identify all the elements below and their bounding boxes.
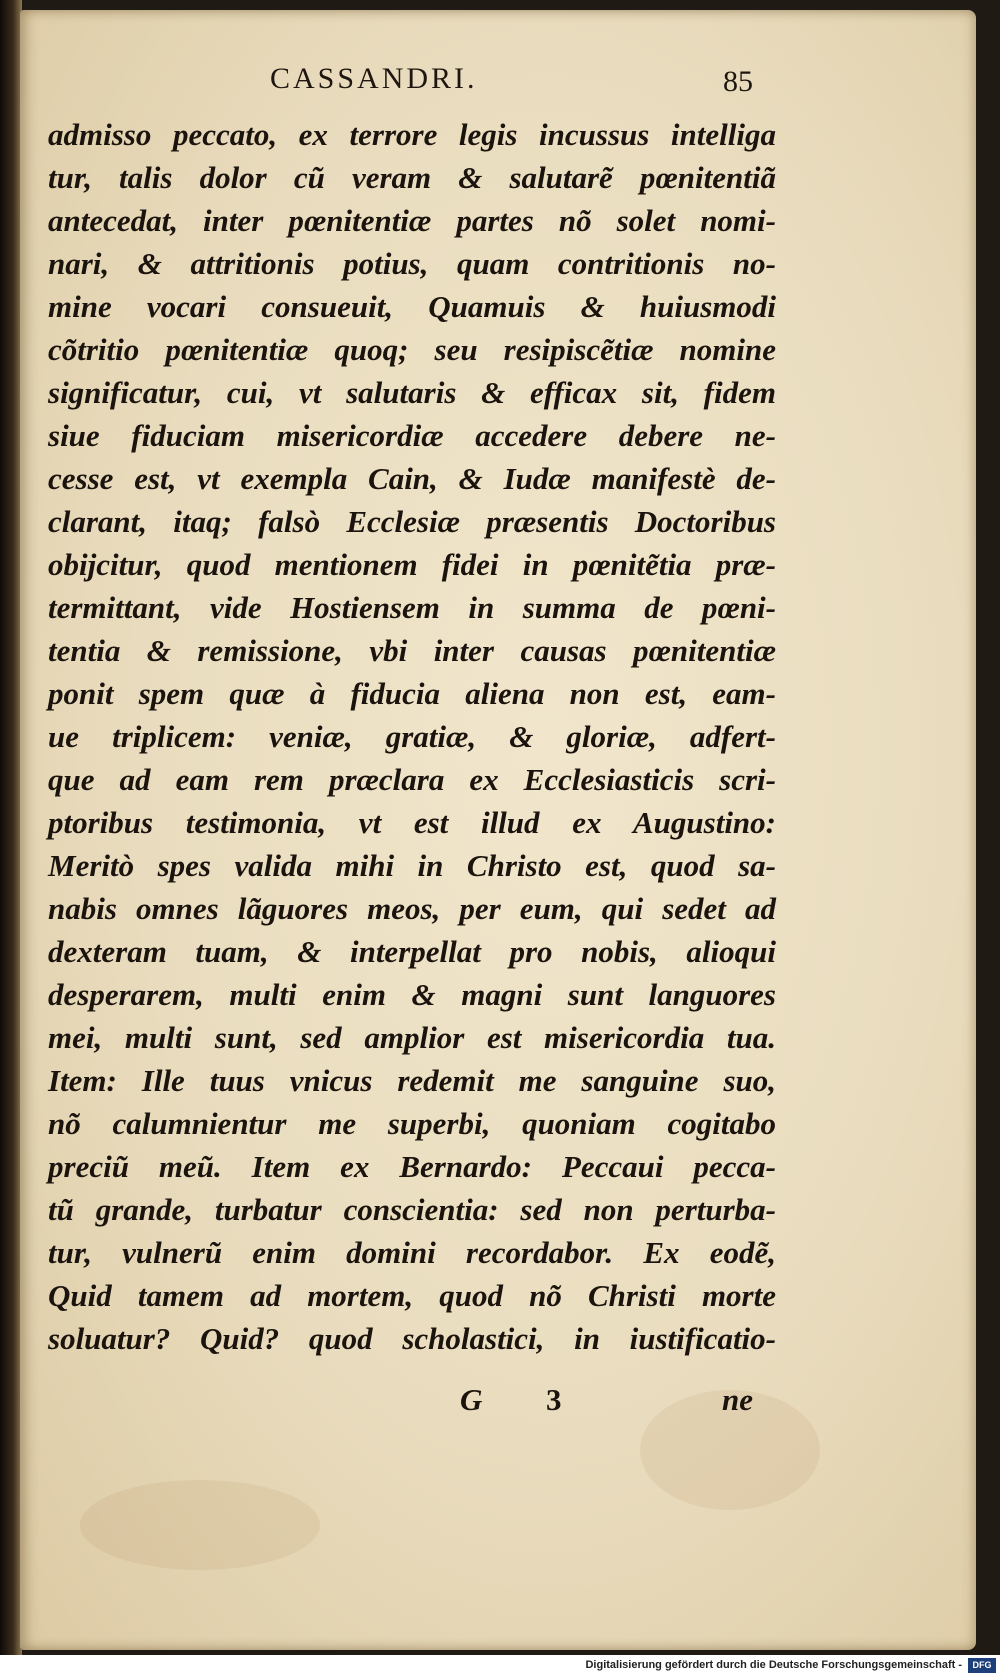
- text-line: mei, multi sunt, sed amplior est misericordia tua.: [48, 1020, 776, 1055]
- text-line: cõtritio pœnitentiæ quoq; seu resipiscẽtiæ nomine: [48, 332, 776, 367]
- text-line: ptoribus testimonia, vt est illud ex Augustino:: [48, 805, 776, 840]
- book-gutter: [0, 0, 22, 1655]
- running-title: CASSANDRI.: [270, 62, 478, 95]
- digitization-credit: Digitalisierung gefördert durch die Deutsche Forschungsgemeinschaft -: [585, 1659, 962, 1671]
- text-line: ponit spem quæ à fiducia aliena non est, eam-: [48, 676, 776, 711]
- signature-number: 3: [546, 1382, 562, 1417]
- text-line: desperarem, multi enim & magni sunt languores: [48, 977, 776, 1012]
- text-line: siue fiduciam misericordiæ accedere debere ne-: [48, 418, 776, 453]
- text-line: significatur, cui, vt salutaris & efficax sit, fidem: [48, 375, 776, 410]
- text-line: soluatur? Quid? quod scholastici, in iustificatio-: [48, 1321, 776, 1356]
- text-line: obijcitur, quod mentionem fidei in pœnitẽtia præ-: [48, 547, 776, 582]
- text-line: dexteram tuam, & interpellat pro nobis, alioqui: [48, 934, 776, 969]
- paper-stain: [80, 1480, 320, 1570]
- signature-mark: G: [460, 1382, 483, 1417]
- text-line: tur, talis dolor cũ veram & salutarẽ pœnitentiã: [48, 160, 776, 195]
- text-line: mine vocari consueuit, Quamuis & huiusmodi: [48, 289, 776, 324]
- text-line: Item: Ille tuus vnicus redemit me sanguine suo,: [48, 1063, 776, 1098]
- text-line: tũ grande, turbatur conscientia: sed non perturba-: [48, 1192, 776, 1227]
- text-line: cesse est, vt exempla Cain, & Iudæ manifestè de-: [48, 461, 776, 496]
- page-number: 85: [723, 65, 753, 98]
- credit-bar: [0, 1655, 1000, 1679]
- text-line: admisso peccato, ex terrore legis incussus intelliga: [48, 117, 776, 152]
- body-text: [48, 113, 776, 1360]
- book-page: [20, 10, 976, 1650]
- text-line: tentia & remissione, vbi inter causas pœnitentiæ: [48, 633, 776, 668]
- text-line: que ad eam rem præclara ex Ecclesiasticis scri-: [48, 762, 776, 797]
- text-line: nari, & attritionis potius, quam contritionis no-: [48, 246, 776, 281]
- text-line: Meritò spes valida mihi in Christo est, quod sa-: [48, 848, 776, 883]
- text-line: nabis omnes lãguores meos, per eum, qui sedet ad: [48, 891, 776, 926]
- text-line: preciũ meũ. Item ex Bernardo: Peccaui pecca-: [48, 1149, 776, 1184]
- text-line: antecedat, inter pœnitentiæ partes nõ solet nomi-: [48, 203, 776, 238]
- text-line: tur, vulnerũ enim domini recordabor. Ex eodẽ,: [48, 1235, 776, 1270]
- text-line: clarant, itaq; falsò Ecclesiæ præsentis Doctoribus: [48, 504, 776, 539]
- dfg-logo: DFG: [968, 1658, 996, 1673]
- catchword: ne: [722, 1382, 753, 1417]
- text-line: ue triplicem: veniæ, gratiæ, & gloriæ, adfert-: [48, 719, 776, 754]
- text-line: nõ calumnientur me superbi, quoniam cogitabo: [48, 1106, 776, 1141]
- text-line: Quid tamem ad mortem, quod nõ Christi morte: [48, 1278, 776, 1313]
- text-line: termittant, vide Hostiensem in summa de pœni-: [48, 590, 776, 625]
